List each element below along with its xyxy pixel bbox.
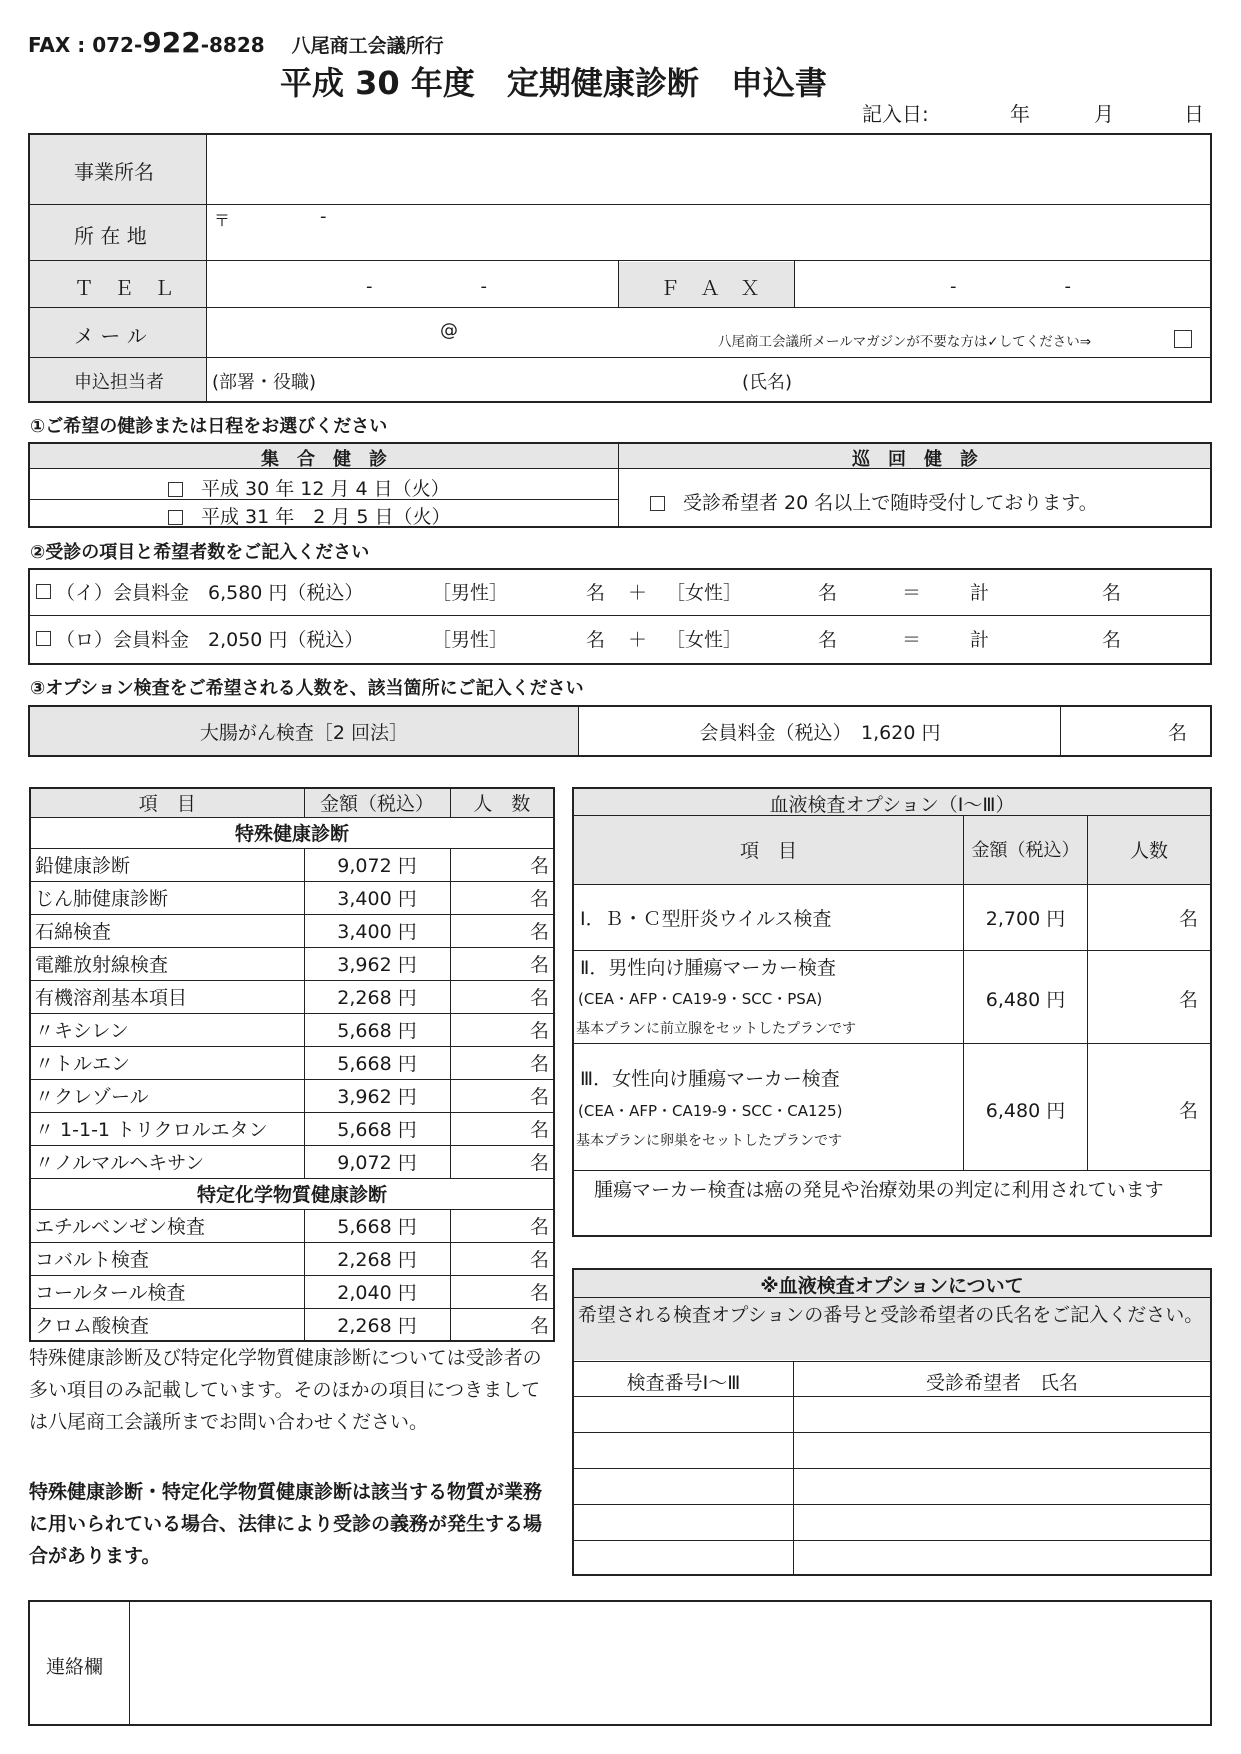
plus-sign: ＋ [628, 629, 648, 651]
item-price: 2,268 円 [304, 980, 450, 1013]
special-legal-note: 特殊健康診断・特定化学物質健康診断は該当する物質が業務に用いられている場合、法律により受診の義務が発生する場合があります。 [29, 1481, 543, 1567]
fax-mid: 922 [142, 26, 201, 59]
exam-number-field[interactable] [576, 1506, 791, 1538]
tour-label: 受診希望者 20 名以上で随時受付しております。 [683, 492, 1098, 514]
fax-dashes: - - [950, 276, 1071, 297]
col-examinee-name: 受診希望者 氏名 [925, 1372, 1078, 1394]
fax-suffix: -8828 [200, 33, 265, 57]
fax-field[interactable] [798, 262, 1208, 306]
section2-heading: ②受診の項目と希望者数をご記入ください [30, 542, 370, 563]
table-row [30, 1013, 554, 1046]
item-name: 〃ノルマルヘキサン [30, 1145, 304, 1178]
date2-label: 平成 31 年 2 月 5 日（火） [201, 506, 451, 528]
item-name: 〃クレゾール [30, 1079, 304, 1112]
table-row [30, 1112, 554, 1145]
table-row [30, 1209, 554, 1242]
mail-opt-out-checkbox[interactable] [1174, 330, 1192, 348]
item-price: 9,072 円 [304, 1145, 450, 1178]
office-name-field[interactable] [210, 136, 1208, 202]
contact-label: 連絡欄 [46, 1656, 104, 1678]
count-cell[interactable]: 名 [450, 1013, 554, 1046]
item-price: 5,668 円 [304, 1209, 450, 1242]
colon-cancer-price: 会員料金（税込） 1,620 円 [699, 722, 941, 744]
blood-count-cell[interactable]: 名 [1178, 1100, 1198, 1122]
mei-unit: 名 [1102, 582, 1122, 604]
item-price: 3,962 円 [304, 1079, 450, 1112]
item-name: 電離放射線検査 [30, 947, 304, 980]
mei-unit: 名 [818, 629, 838, 651]
item-price: 5,668 円 [304, 1112, 450, 1145]
blood-item-name: Ⅲ．女性向け腫瘍マーカー検査 [580, 1068, 840, 1090]
col-item-header: 項 目 [30, 788, 304, 817]
table-row [30, 848, 554, 881]
mail-opt-out-text: 八尾商工会議所メールマガジンが不要な方は✓してください⇒ [718, 334, 1092, 350]
table-row [30, 1145, 554, 1178]
course-row [34, 578, 1204, 608]
mei-unit: 名 [586, 582, 606, 604]
contact-field[interactable] [134, 1604, 1208, 1722]
section1-heading: ①ご希望の健診または日程をお選びください [30, 416, 388, 437]
blood-footer-note: 腫瘍マーカー検査は癌の発見や治療効果の判定に利用されています [594, 1179, 1164, 1201]
blood-item-price: 6,480 円 [985, 989, 1066, 1011]
group-header: 特定化学物質健康診断 [30, 1178, 554, 1209]
male-label: ［男性］ [432, 582, 509, 604]
item-name: 石綿検査 [30, 914, 304, 947]
date2-option[interactable] [168, 502, 451, 529]
postal-mark: 〒 [214, 211, 231, 230]
female-label: ［女性］ [666, 582, 743, 604]
person-label: 申込担当者 [74, 372, 164, 393]
blood-table-title: 血液検査オプション（Ⅰ～Ⅲ） [769, 794, 1015, 816]
group-checkup-header: 集 合 健 診 [261, 449, 387, 470]
dept-label: (部署・役職) [212, 372, 317, 393]
item-price: 3,400 円 [304, 881, 450, 914]
date-line [862, 98, 1212, 127]
table-row [30, 1308, 554, 1341]
item-price: 2,268 円 [304, 1242, 450, 1275]
examinee-name-field[interactable] [796, 1398, 1208, 1430]
table-row [30, 1275, 554, 1308]
table-row [30, 947, 554, 980]
exam-number-field[interactable] [576, 1470, 791, 1502]
day-label: 日 [1184, 102, 1204, 126]
exam-number-field[interactable] [576, 1398, 791, 1430]
item-name: 有機溶剤基本項目 [30, 980, 304, 1013]
count-cell[interactable]: 名 [450, 980, 554, 1013]
year-label: 年 [1010, 102, 1030, 126]
blood-item-price: 6,480 円 [985, 1100, 1066, 1122]
fax-header [28, 26, 444, 59]
blood-item-sub: (CEA・AFP・CA19-9・SCC・CA125) [578, 1102, 843, 1120]
date1-option[interactable] [168, 474, 450, 501]
mei-unit: 名 [818, 582, 838, 604]
postal-dash: - [320, 206, 327, 227]
count-cell[interactable]: 名 [450, 1308, 554, 1341]
blood-col-item: 項 目 [739, 840, 797, 862]
course-row [34, 625, 1204, 655]
blood-col-count: 人数 [1129, 840, 1168, 862]
item-name: コールタール検査 [30, 1275, 304, 1308]
count-cell[interactable]: 名 [450, 848, 554, 881]
tel-dashes: - - [366, 276, 487, 297]
mei-unit: 名 [586, 629, 606, 651]
table-row [30, 914, 554, 947]
table-row [30, 1079, 554, 1112]
item-price: 5,668 円 [304, 1046, 450, 1079]
item-name: コバルト検査 [30, 1242, 304, 1275]
date-label: 記入日: [862, 102, 929, 126]
examinee-name-field[interactable] [796, 1434, 1208, 1466]
mail-field[interactable] [210, 309, 710, 355]
count-cell[interactable]: 名 [450, 1145, 554, 1178]
col-exam-number: 検査番号Ⅰ～Ⅲ [626, 1372, 741, 1394]
count-cell[interactable]: 名 [450, 1275, 554, 1308]
date1-checkbox[interactable] [168, 482, 183, 497]
course-label: （イ）会員料金 6,580 円（税込） [56, 582, 364, 604]
at-mark: @ [440, 320, 458, 341]
equals-sign: ＝ [902, 582, 922, 604]
colon-cancer-count-field[interactable] [1064, 708, 1164, 754]
issuer: 八尾商工会議所行 [291, 35, 444, 57]
mei-unit: 名 [1168, 722, 1188, 744]
total-label: 計 [970, 629, 990, 651]
course-label: （ロ）会員料金 2,050 円（税込） [56, 629, 364, 651]
mail-label: メ ー ル [74, 324, 147, 348]
table-row [30, 1242, 554, 1275]
tour-checkup-header: 巡 回 健 診 [852, 449, 978, 470]
count-cell[interactable]: 名 [450, 881, 554, 914]
blood-col-price: 金額（税込） [971, 840, 1080, 861]
item-price: 5,668 円 [304, 1013, 450, 1046]
item-price: 2,040 円 [304, 1275, 450, 1308]
address-field[interactable] [240, 206, 1200, 258]
examinee-name-field[interactable] [796, 1542, 1208, 1574]
item-name: クロム酸検査 [30, 1308, 304, 1341]
special-checkup-table [29, 787, 555, 1342]
count-cell[interactable]: 名 [450, 914, 554, 947]
blood-item-note: 基本プランに卵巣をセットしたプランです [576, 1133, 842, 1149]
item-price: 2,268 円 [304, 1308, 450, 1341]
plus-sign: ＋ [628, 582, 648, 604]
count-cell[interactable]: 名 [450, 1046, 554, 1079]
blood-item-note: 基本プランに前立腺をセットしたプランです [576, 1021, 856, 1037]
blood-item-name: Ⅰ．Ｂ・Ｃ型肝炎ウイルス検査 [580, 908, 832, 930]
person-name-label: (氏名) [742, 372, 793, 393]
tel-label: Ｔ Ｅ Ｌ [74, 276, 174, 300]
fax-prefix: FAX : 072- [28, 33, 143, 57]
page-title: 平成 30 年度 定期健康診断 申込書 [280, 64, 827, 102]
group-header: 特殊健康診断 [30, 817, 554, 848]
blood-count-cell[interactable]: 名 [1178, 908, 1198, 930]
office-name-label: 事業所名 [74, 160, 154, 184]
blood-item-sub: (CEA・AFP・CA19-9・SCC・PSA) [578, 990, 823, 1008]
female-label: ［女性］ [666, 629, 743, 651]
table-row [30, 881, 554, 914]
exam-number-field[interactable] [576, 1434, 791, 1466]
fax-label: Ｆ Ａ Ｘ [660, 276, 760, 300]
item-name: じん肺健康診断 [30, 881, 304, 914]
tour-option[interactable] [650, 488, 1098, 515]
special-note: 特殊健康診断及び特定化学物質健康診断については受診者の多い項目のみ記載しています。そのほかの項目につきましては八尾商工会議所までお問い合わせください。 [29, 1347, 542, 1433]
blood-item-name: Ⅱ．男性向け腫瘍マーカー検査 [580, 957, 836, 979]
total-label: 計 [970, 582, 990, 604]
count-cell[interactable]: 名 [450, 947, 554, 980]
item-price: 3,962 円 [304, 947, 450, 980]
male-label: ［男性］ [432, 629, 509, 651]
section3-heading: ③オプション検査をご希望される人数を、該当箇所にご記入ください [30, 678, 584, 699]
item-name: 〃トルエン [30, 1046, 304, 1079]
count-cell[interactable]: 名 [450, 1242, 554, 1275]
month-label: 月 [1094, 102, 1114, 126]
exam-number-field[interactable] [576, 1542, 791, 1574]
col-price-header: 金額（税込） [304, 788, 450, 817]
examinee-name-field[interactable] [796, 1470, 1208, 1502]
mei-unit: 名 [1102, 629, 1122, 651]
count-cell[interactable]: 名 [450, 1079, 554, 1112]
count-cell[interactable]: 名 [450, 1112, 554, 1145]
blood-note-text: 希望される検査オプションの番号と受診希望者の氏名をご記入ください。 [578, 1304, 1204, 1326]
item-name: エチルベンゼン検査 [30, 1209, 304, 1242]
item-name: 鉛健康診断 [30, 848, 304, 881]
count-cell[interactable]: 名 [450, 1209, 554, 1242]
item-name: 〃 1-1-1 トリクロルエタン [30, 1112, 304, 1145]
course-i-checkbox[interactable] [36, 584, 51, 599]
date1-label: 平成 30 年 12 月 4 日（火） [201, 478, 450, 500]
blood-note-title: ※血液検査オプションについて [760, 1275, 1024, 1297]
address-label: 所 在 地 [74, 224, 147, 248]
examinee-name-field[interactable] [796, 1506, 1208, 1538]
table-row [30, 980, 554, 1013]
col-count-header: 人 数 [450, 788, 554, 817]
tel-field[interactable] [210, 262, 615, 306]
item-price: 9,072 円 [304, 848, 450, 881]
tour-checkbox[interactable] [650, 496, 665, 511]
item-price: 3,400 円 [304, 914, 450, 947]
equals-sign: ＝ [902, 629, 922, 651]
course-ro-checkbox[interactable] [36, 631, 51, 646]
table-row [30, 1046, 554, 1079]
date2-checkbox[interactable] [168, 510, 183, 525]
blood-item-price: 2,700 円 [985, 908, 1066, 930]
blood-count-cell[interactable]: 名 [1178, 989, 1198, 1011]
colon-cancer-item: 大腸がん検査［2 回法］ [199, 722, 409, 744]
item-name: 〃キシレン [30, 1013, 304, 1046]
